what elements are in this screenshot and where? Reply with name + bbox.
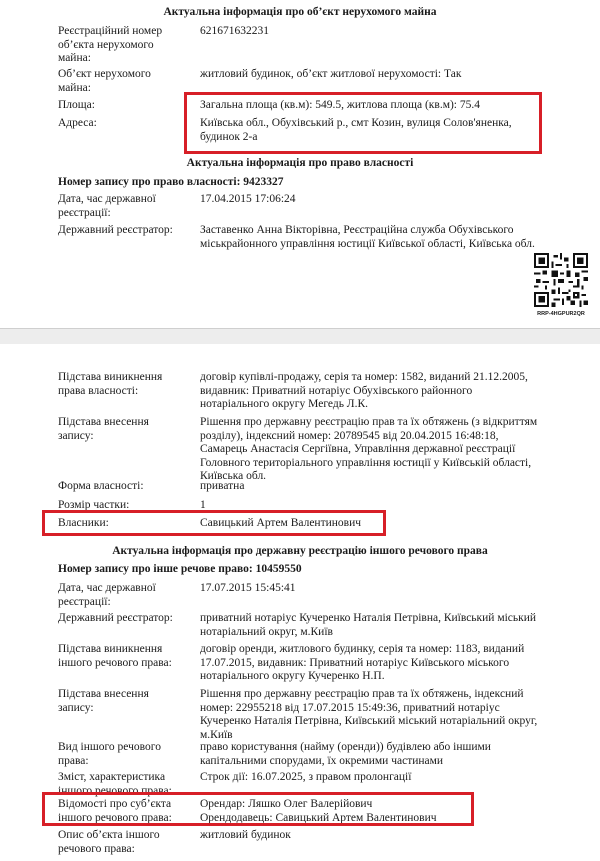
area-address-highlight-box	[184, 92, 542, 154]
registration-date-value: 17.04.2015 17:06:24	[200, 193, 296, 205]
address-value: Київська обл., Обухівський р., смт Козин, вулиця Солов'яненка, будинок 2-а	[200, 117, 512, 143]
object-type-label: Об’єкт нерухомого майна:	[58, 68, 151, 94]
ownership-form-label: Форма власності:	[58, 480, 144, 492]
document-page-1	[0, 0, 600, 328]
other-right-basis-value: договір оренди, житлового будинку, серія та номер: 1183, виданий 17.07.2015, видавник: Приватний нотаріус Київського міського нотаріального округу Кучеренко Н.П.	[200, 643, 525, 682]
other-registrar-label: Державний реєстратор:	[58, 612, 173, 624]
qr-code-icon	[534, 253, 588, 307]
other-right-record-number: Номер запису про інше речове право: 10459550	[58, 563, 302, 575]
other-right-type-label: Вид іншого речового права:	[58, 741, 161, 767]
area-value: Загальна площа (кв.м): 549.5, житлова площа (кв.м): 75.4	[200, 99, 480, 111]
address-label: Адреса:	[58, 117, 97, 129]
other-entry-basis-label: Підстава внесення запису:	[58, 688, 149, 714]
other-entry-basis-value: Рішення про державну реєстрацію прав та їх обтяжень, індексний номер: 22955218 від 17.07.2015 15:49:36, приватний нотаріус Кучеренко Наталія Петрівна, Київський міський нотаріальний округ, м.Київ	[200, 688, 538, 741]
share-size-label: Розмір частки:	[58, 499, 130, 511]
other-registration-date-label: Дата, час державної реєстрації:	[58, 582, 156, 608]
other-right-subject-label: Відомості про суб’єкта іншого речового права:	[58, 798, 172, 824]
subject-highlight-box	[42, 792, 474, 826]
other-registration-date-value: 17.07.2015 15:45:41	[200, 582, 296, 594]
area-label: Площа:	[58, 99, 95, 111]
registrar-label: Державний реєстратор:	[58, 224, 173, 236]
owners-label: Власники:	[58, 517, 109, 529]
other-right-basis-label: Підстава виникнення іншого речового права:	[58, 643, 172, 669]
ownership-form-value: приватна	[200, 480, 245, 492]
other-right-content-value: Строк дії: 16.07.2025, з правом пролонгації	[200, 771, 412, 783]
document-page-2	[0, 344, 600, 861]
owners-highlight-box	[42, 510, 386, 536]
qr-code-caption: RRP-4HGPUR2QR	[537, 311, 585, 317]
object-type-value: житловий будинок, об’єкт житлової нерухомості: Так	[200, 68, 462, 80]
registration-date-label: Дата, час державної реєстрації:	[58, 193, 156, 219]
object-section-heading: Актуальна інформація про об’єкт нерухомого майна	[163, 6, 437, 18]
registration-number-value: 621671632231	[200, 25, 269, 37]
owners-value: Савицький Артем Валентинович	[200, 517, 362, 529]
other-right-content-label: Зміст, характеристика іншого речового права:	[58, 771, 172, 797]
other-right-object-label: Опис об’єкта іншого речового права:	[58, 829, 160, 855]
entry-basis-label: Підстава внесення запису:	[58, 416, 149, 442]
other-right-section-heading: Актуальна інформація про державну реєстрацію іншого речового права	[112, 545, 488, 557]
registrar-value: Заставенко Анна Вікторівна, Реєстраційна служба Обухівського міськрайонного управління юстиції Київської області, Київська обл.	[200, 224, 535, 250]
other-registrar-value: приватний нотаріус Кучеренко Наталія Петрівна, Київський міський нотаріальний округ, м.Київ	[200, 612, 537, 638]
ownership-basis-label: Підстава виникнення права власності:	[58, 371, 163, 397]
ownership-record-number: Номер запису про право власності: 9423327	[58, 176, 284, 188]
other-right-type-value: право користування (найму (оренди)) будівлею або іншими капітальними спорудами, їх окремими частинами	[200, 741, 491, 767]
registration-number-label: Реєстраційний номер об’єкта нерухомого майна:	[58, 25, 163, 64]
entry-basis-value: Рішення про державну реєстрацію прав та їх обтяжень (з відкриттям розділу), індексний номер: 20789545 від 20.04.2015 16:48:18, Самарець Анастасія Сергіївна, Управління державної реєстрації Головного територіального управління юстиції у Київській області, Київська обл.	[200, 416, 538, 482]
other-right-subject-value: Орендар: Ляшко Олег Валерійович Орендодавець: Савицький Артем Валентинович	[200, 798, 437, 824]
other-right-object-value: житловий будинок	[200, 829, 291, 841]
share-size-value: 1	[200, 499, 206, 511]
ownership-basis-value: договір купівлі-продажу, серія та номер: 1582, виданий 21.12.2005, видавник: Приватний нотаріус Обухівського районного нотаріального округу Мегедь Л.К.	[200, 371, 528, 410]
ownership-section-heading: Актуальна інформація про право власності	[186, 157, 414, 169]
